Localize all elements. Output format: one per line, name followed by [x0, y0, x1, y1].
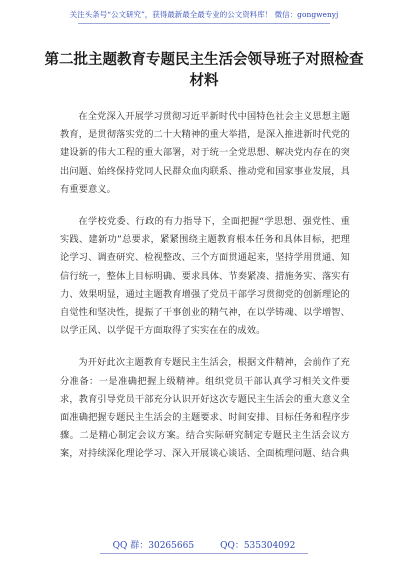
banner-divider [78, 23, 330, 24]
paragraph-2: 在学校党委、行政的有力指导下，全面把握“学思想、强党性、重实践、建新功”总要求，紧紧围绕主题教育根本任务和具体目标，把理论学习、调查研究、检视整改、三个方面贯通起来，坚持学用贯通、知信行统一，整体上目标明确、要求具体、节奏紧凑、措施务实、落实有力、效果明显，通过主题教育增强了党员干部学习贯彻党的创新理论的自觉性和坚决性，提振了干事创业的精气神，在以学铸魂、以学增智、以学正风、以学促干方面取得了实实在在的成效。 [60, 216, 350, 337]
paragraph-1: 在全党深入开展学习贯彻习近平新时代中国特色社会主义思想主题教育，是贯彻落实党的二十大精神的重大举措，是深入推进新时代党的建设新的伟大工程的重大部署，对于统一全党思想、解决党内存在的突出问题、始终保持党同人民群众血肉联系、推动党和国家事业发展，具有重要意义。 [60, 111, 350, 195]
document-title: 第二批主题教育专题民主生活会领导班子对照检查材料 [44, 52, 364, 89]
document-body [60, 108, 350, 478]
qq-group-number: QQ 群：30265665 [112, 541, 195, 551]
paragraph-3: 为开好此次主题教育专题民主生活会，根据文件精神，会前作了充分准备：一是准确把握上级精神。组织党员干部认真学习相关文件要求，教育引导党员干部充分认识开好这次专题民主生活会的重大意义全面准确把握专题民主生活会的主题要求、时间安排、目标任务和程序步骤。二是精心制定会议方案。结合实际研究制定专题民主生活会议方案，对持续深化理论学习、深入开展谈心谈话、全面梳理问题、结合典 [60, 357, 350, 460]
footer-divider [100, 553, 308, 554]
promo-banner: 关注头条号“公文研究”，获得最新最全最专业的公文资料库！ 微信：gongwenyj [69, 10, 339, 19]
qq-number: QQ：535304092 [220, 541, 296, 551]
contact-footer [0, 540, 408, 552]
